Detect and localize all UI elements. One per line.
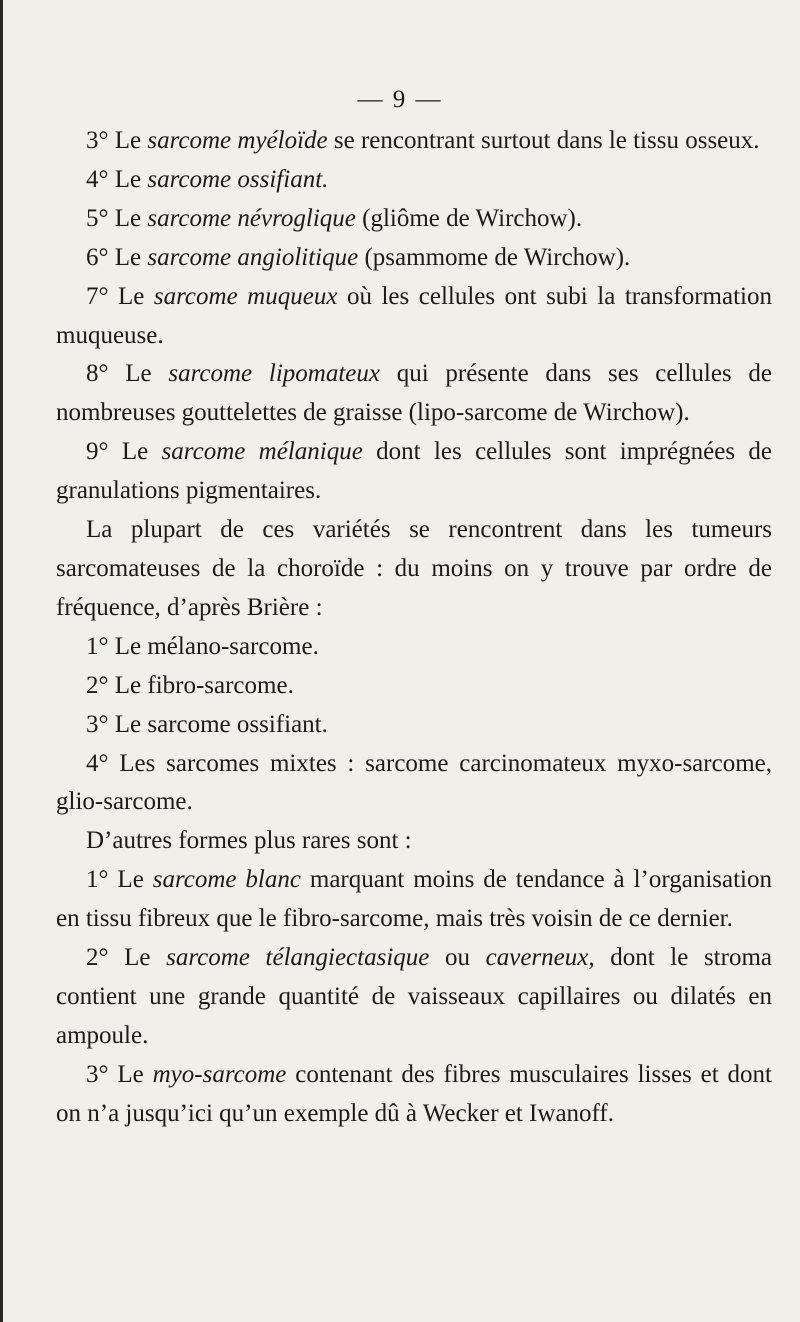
page-edge-shadow [0, 0, 3, 1322]
paragraph: 2° Le sarcome télangiectasique ou caverneux, dont le stroma contient une grande quantité de vaisseaux capillaires ou dilatés en ampoule. [56, 944, 772, 1049]
paragraph: 9° Le sarcome mélanique dont les cellules sont imprégnées de granulations pigmentaires. [56, 438, 772, 505]
paragraph: 7° Le sarcome muqueux où les cellules ont subi la transformation muqueuse. [56, 282, 772, 349]
list-item: 1° Le mélano-sarcome. [86, 632, 319, 660]
body-text [56, 122, 772, 1134]
list-item: 4° Les sarcomes mixtes : sarcome carcinomateux myxo-sarcome, glio-sarcome. [56, 749, 772, 816]
paragraph: La plupart de ces variétés se rencontrent dans les tumeurs sarcomateuses de la choroïde : du moins on y trouve par ordre de fréquence, d’après Brière : [56, 516, 772, 621]
paragraph: 4° Le sarcome ossifiant. [86, 165, 329, 193]
paragraph: 3° Le myo-sarcome contenant des fibres musculaires lisses et dont on n’a jusqu’ici qu’un exemple dû à Wecker et Iwanoff. [56, 1060, 773, 1127]
list-item: 3° Le sarcome ossifiant. [86, 710, 328, 738]
list-item: 2° Le fibro-sarcome. [86, 671, 294, 699]
paragraph: 5° Le sarcome névroglique (gliôme de Wirchow). [86, 204, 583, 232]
page-number: — 9 — [357, 86, 443, 113]
paragraph: 1° Le sarcome blanc marquant moins de tendance à l’organisation en tissu fibreux que le fibro-sarcome, mais très voisin de ce dernier. [56, 866, 772, 933]
paragraph: 6° Le sarcome angiolitique (psammome de Wirchow). [86, 243, 631, 271]
paragraph: D’autres formes plus rares sont : [86, 827, 412, 855]
paragraph: 3° Le sarcome myéloïde se rencontrant surtout dans le tissu osseux. [86, 127, 760, 154]
paragraph: 8° Le sarcome lipomateux qui présente dans ses cellules de nombreuses gouttelettes de graisse (lipo-sarcome de Wirchow). [56, 360, 772, 427]
